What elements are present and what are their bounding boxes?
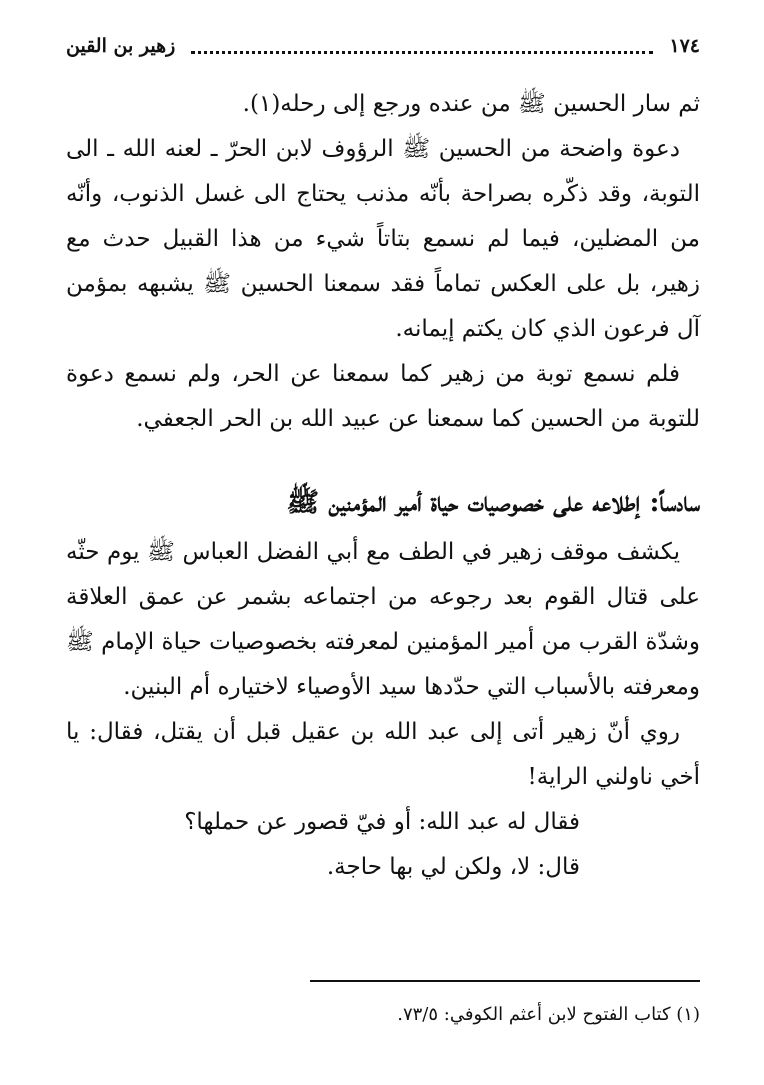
paragraph: دعوة واضحة من الحسين ﷺ الرؤوف لابن الحرّ ـ لعنه الله ـ الى التوبة، وقد ذكّره بصراحة بأنّه مذنب يحتاج الى غسل الذنوب، وأنّه من المضلين، فيما لم نسمع بتاتاً شيء من هذا القبيل حدث مع زهير، بل على العكس تماماً فقد سمعنا الحسين ﷺ يشبهه بمؤمن آل فرعون الذي كان يكتم إيمانه. — [66, 136, 700, 342]
header-leader-dots — [191, 51, 653, 54]
book-title: زهير بن القين — [66, 35, 176, 57]
dialogue-line: فقال له عبد الله: أو فيّ قصور عن حملها؟ — [184, 809, 580, 835]
paragraph: يكشف موقف زهير في الطف مع أبي الفضل العباس ﷺ يوم حثّه على قتال القوم بعد رجوعه من اجتماعه بشمر عن عمق العلاقة وشدّة القرب من أمير المؤمنين لمعرفته بخصوصيات حياة الإمام ﷺ ومعرفته بالأسباب التي حدّدها سيد الأوصياء لاختياره أم البنين. — [66, 539, 700, 700]
paragraph: روي أنّ زهير أتى إلى عبد الله بن عقيل قبل أن يقتل، فقال: يا أخي ناولني الراية! — [66, 719, 700, 790]
footnote-divider — [310, 980, 700, 982]
book-page — [66, 28, 700, 1068]
paragraph: ثم سار الحسين ﷺ من عنده ورجع إلى رحله(١). — [242, 91, 700, 117]
paragraph: فلم نسمع توبة من زهير كما سمعنا عن الحر، ولم نسمع دعوة للتوبة من الحسين كما سمعنا عن عبيد الله بن الحر الجعفي. — [66, 361, 700, 432]
section-heading: سادساً: إطلاعه على خصوصيات حياة أمير المؤمنين ﷺ — [286, 487, 700, 518]
footnote: (١) كتاب الفتوح لابن أعثم الكوفي: ٧٣/٥. — [397, 1004, 700, 1025]
dialogue-line: قال: لا، ولكن لي بها حاجة. — [326, 854, 580, 880]
running-header — [66, 28, 700, 64]
page-number: ١٧٤ — [669, 35, 700, 57]
body-text — [66, 82, 700, 890]
